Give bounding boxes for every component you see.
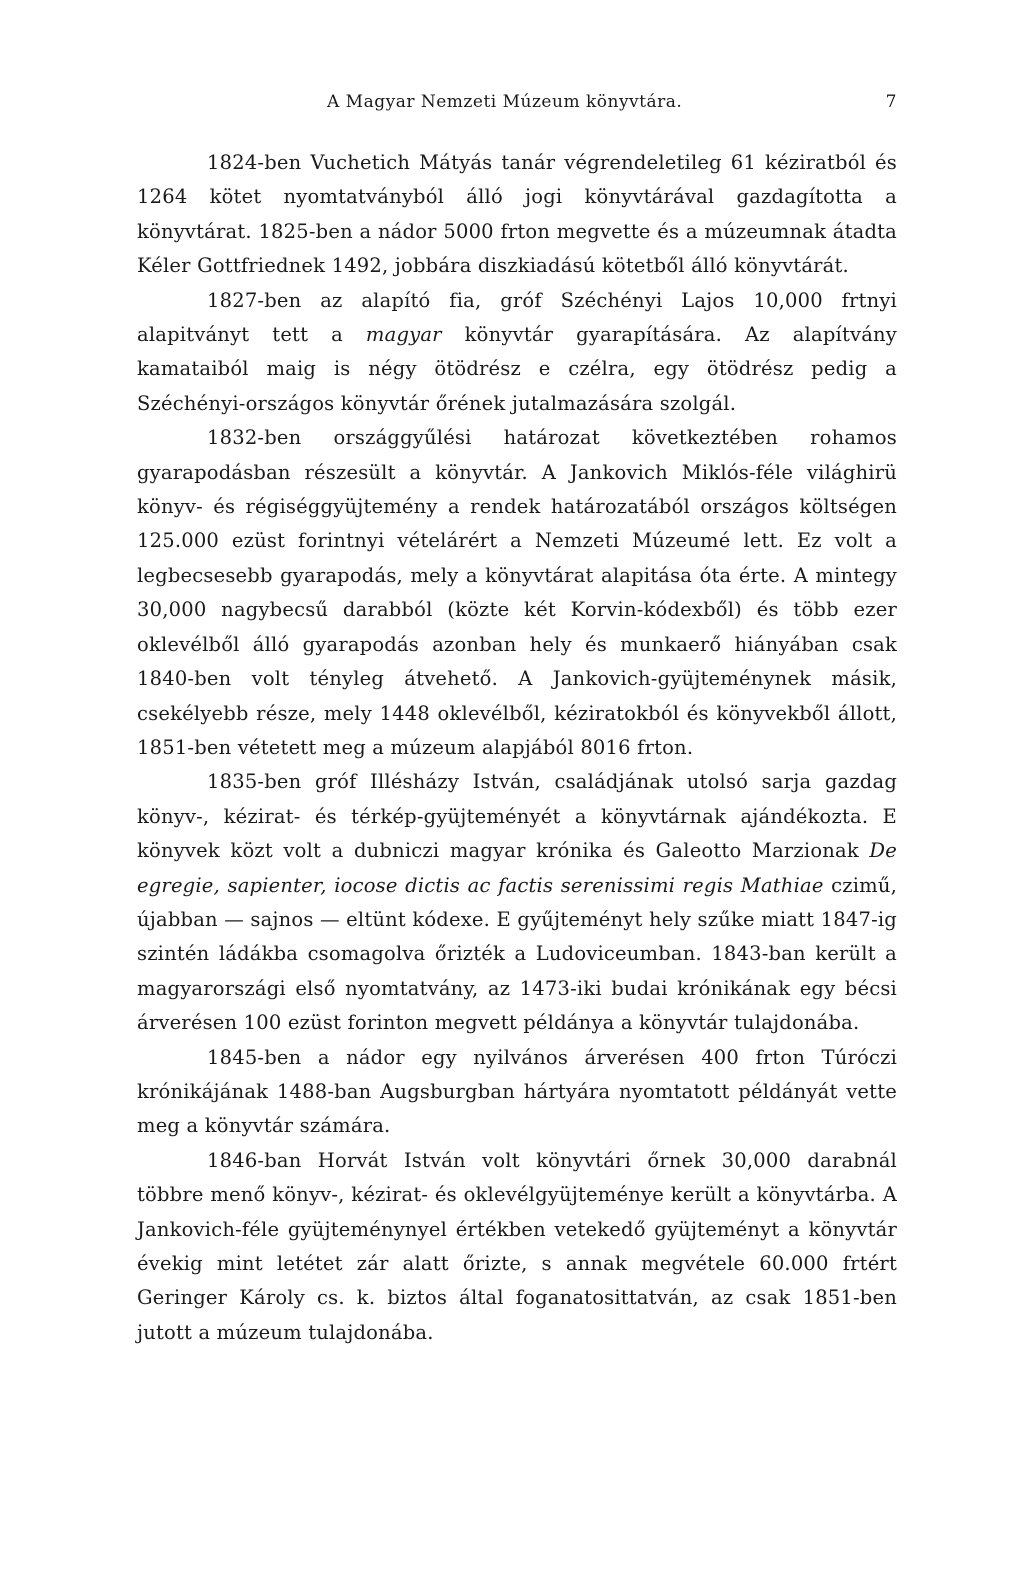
running-header — [137, 92, 897, 124]
paragraph-1845: 1845-ben a nádor egy nyilvános árverésen 400 frton Túróczi krónikájának 1488-ban Augsburgban hártyára nyomtatott példányát vette meg a könyvtár számára. — [137, 1045, 897, 1138]
page-number: 7 — [885, 92, 897, 112]
book-page — [137, 92, 897, 1350]
paragraph-text: 1827-ben az alapító fia, gróf Széchényi Lajos 10,000 frtnyi alapitványt tett a — [137, 288, 897, 347]
italic-term: magyar — [365, 323, 442, 347]
italic-codex-title: De egregie, sapienter, iocose dictis ac factis serenissimi regis Mathiae — [137, 839, 897, 897]
paragraph-1832: 1832-ben országgyűlési határozat következtében rohamos gyarapodásban részesült a könyvtár. A Jankovich Miklós-féle világhirü könyv- és régiséggyüjtemény a rendek határozatából országos költségen 125.000 ezüst forintnyi vételárért a Nemzeti Múzeumé lett. Ez volt a legbecsesebb gyarapodás, mely a könyvtárat alapitása óta érte. A mintegy 30,000 nagybecsű darabból (közte két Korvin-kódexből) és több ezer oklevélből álló gyarapodás azonban hely és munkaerő hiányában csak 1840-ben volt tényleg átvehető. A Jankovich-gyüjteménynek másik, csekélyebb része, mely 1448 oklevélből, kéziratokból és könyvekből állott, 1851-ben vétetett meg a múzeum alapjából 8016 frton. — [137, 426, 897, 759]
paragraph-1824: 1824-ben Vuchetich Mátyás tanár végrendeletileg 61 kéziratból és 1264 kötet nyomtatványból álló jogi könyvtárával gazdagította a könyvtárat. 1825-ben a nádor 5000 frton megvette és a múzeumnak átadta Kéler Gottfriednek 1492, jobbára diszkiadású kötetből álló könyvtárát. — [137, 151, 897, 278]
paragraph-1827 — [137, 284, 897, 422]
paragraph-text: czimű, újabban — sajnos — eltünt kódexe. E gyűjteményt hely szűke miatt 1847-ig szintén ládákba csomagolva őrizték a Ludoviceumban. 1843-ban került a magyarországi első nyomtatvány, az 1473-iki budai krónikának egy bécsi árverésen 100 ezüst forinton megvett példánya a könyvtár tulajdonába. — [137, 873, 898, 1035]
running-title: A Magyar Nemzeti Múzeum könyvtára. — [327, 92, 683, 112]
paragraph-text: 1835-ben gróf Illésházy István, családjának utolsó sarja gazdag könyv-, kézirat- és térkép-gyüjteményét a könyvtárnak ajándékozta. E könyvek közt volt a dubniczi magyar krónika és Galeotto Marzionak — [137, 770, 897, 863]
paragraph-text: könyvtár gyarapítására. Az alapítvány kamataiból maig is négy ötödrész e czélra, egy ötödrész pedig a Széchényi-országos könyvtár őrének jutalmazására szolgál. — [137, 323, 897, 415]
paragraph-1846: 1846-ban Horvát István volt könyvtári őrnek 30,000 darabnál többre menő könyv-, kézirat- és oklevélgyüjteménye került a könyvtárba. A Jankovich-féle gyüjteménynyel értékben vetekedő gyüjteményt a könyvtár évekig mint letétet zár alatt őrizte, s annak megvétele 60.000 frtért Geringer Károly cs. k. biztos által foganatosittatván, az csak 1851-ben jutott a múzeum tulajdonába. — [137, 1148, 897, 1344]
paragraph-1835 — [137, 765, 897, 1040]
body-text — [137, 146, 897, 1350]
